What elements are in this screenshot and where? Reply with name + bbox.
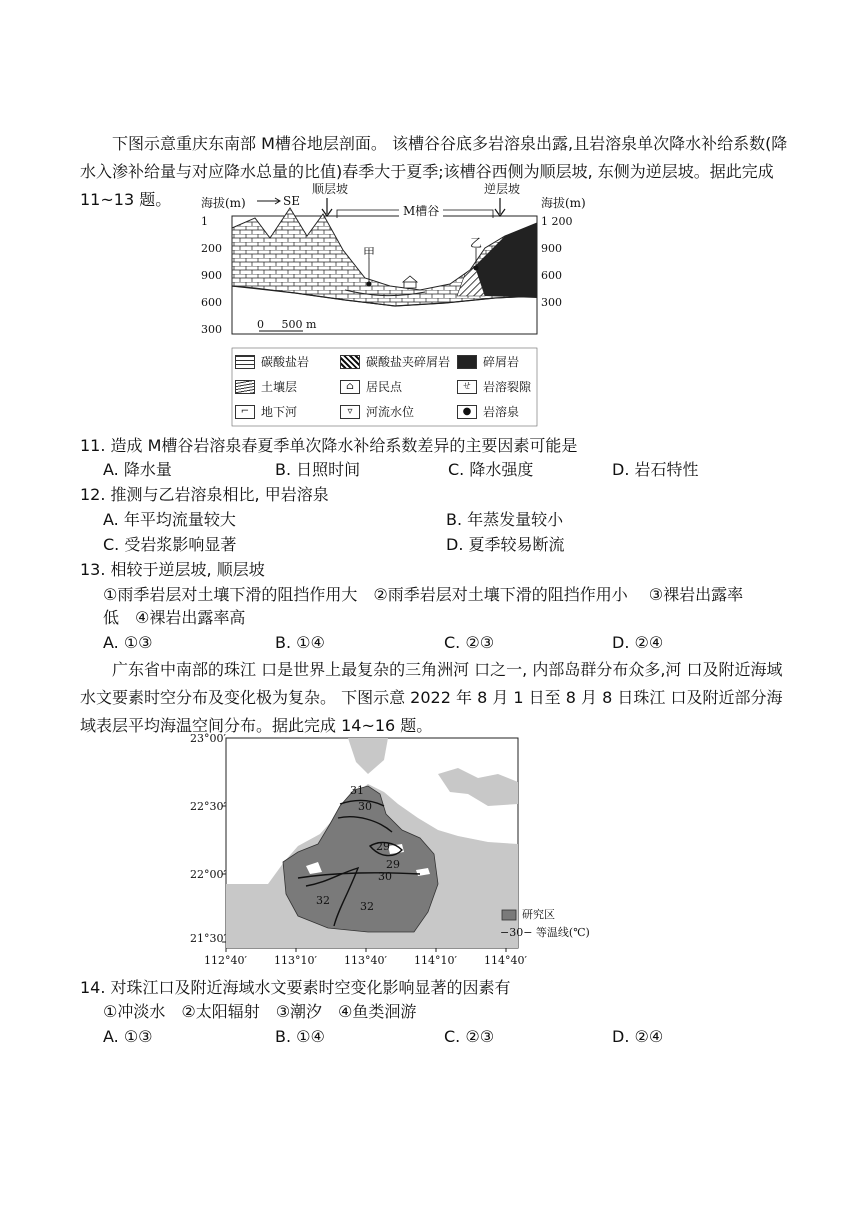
left-tick-labels (201, 208, 231, 343)
q14-choice-line: ①冲淡水 ②太阳辐射 ③潮汐 ④鱼类洄游 (103, 1002, 417, 1021)
legend-swatch (457, 355, 477, 369)
q14-option-b[interactable]: B. ①④ (275, 1027, 325, 1046)
crack-icon: ㄝ (457, 380, 477, 394)
q12-option-d[interactable]: D. 夏季较易断流 (446, 535, 565, 554)
legend-crack (457, 378, 531, 395)
lon-label: 114°40′ (484, 954, 527, 967)
legend-settlement (340, 378, 402, 395)
legend-carbonate (235, 353, 309, 370)
lon-label: 113°10′ (274, 954, 317, 967)
q13-option-a[interactable]: A. ①③ (103, 633, 153, 652)
q14-option-a[interactable]: A. ①③ (103, 1027, 153, 1046)
isotherm-label: 32 (316, 894, 330, 907)
q11-option-b[interactable]: B. 日照时间 (275, 460, 361, 479)
legend-swatch (235, 355, 255, 369)
q14-option-d[interactable]: D. ②④ (612, 1027, 664, 1046)
q13-option-c[interactable]: C. ②③ (444, 633, 495, 652)
direction-label: SE (283, 194, 300, 208)
lat-label: 22°30′ (190, 800, 226, 813)
q13-choice-line-2: 低 ④裸岩出露率高 (103, 608, 246, 627)
q11-option-c[interactable]: C. 降水强度 (448, 460, 534, 479)
isotherm-label: 29 (386, 858, 400, 871)
q12-option-a[interactable]: A. 年平均流量较大 (103, 510, 236, 529)
legend-label: 碎屑岩 (483, 355, 520, 369)
tick-label: 300 (541, 296, 562, 309)
legend-carbonate-clastic (340, 353, 450, 370)
river-icon: ⌐ (235, 405, 255, 419)
legend-label: 地下河 (261, 405, 298, 419)
question-13-stem: 13. 相较于逆层坡, 顺层坡 (80, 560, 265, 579)
passage-1: 下图示意重庆东南部 M槽谷地层剖面。 该槽谷谷底多岩溶泉出露,且岩溶泉单次降水补给系数(降水入渗补给量与对应降水总量的比值)春季大于夏季;该槽谷西侧为顺层坡, 东侧为逆层坡。据此完成 11~13 题。 (80, 134, 788, 209)
legend-label: 岩溶裂隙 (483, 380, 532, 394)
legend-swatch (340, 355, 360, 369)
q11-option-d[interactable]: D. 岩石特性 (612, 460, 699, 479)
legend-water-level (340, 403, 414, 420)
isotherm-label: 30 (378, 870, 392, 883)
slope-left-label: 顺层坡 (312, 182, 349, 196)
isotherm-label: 30 (358, 800, 372, 813)
spring-b-label: 乙 (470, 236, 483, 250)
legend-spring (457, 403, 519, 420)
estuary-map-figure (188, 734, 593, 970)
cross-section-figure (195, 178, 590, 428)
tick-label: 600 (541, 269, 562, 282)
tick-label: 900 (201, 269, 222, 282)
spring-icon: ● (457, 405, 477, 419)
tick-label: 1 200 (541, 215, 573, 228)
q12-option-c[interactable]: C. 受岩浆影响显著 (103, 535, 237, 554)
valley-label: M槽谷 (399, 202, 443, 219)
legend-swatch (235, 380, 255, 394)
right-axis-label: 海拔(m) (541, 196, 586, 210)
right-tick-labels (541, 208, 581, 316)
legend-label: 碳酸盐夹碎屑岩 (366, 355, 451, 369)
legend-label: 碳酸盐岩 (261, 355, 310, 369)
legend-underground-river (235, 403, 297, 420)
isotherm-label: 31 (350, 784, 364, 797)
lat-label: 22°00′ (190, 868, 226, 881)
slope-right-label: 逆层坡 (484, 182, 521, 196)
tick-label: 900 (541, 242, 562, 255)
legend-label: 居民点 (366, 380, 403, 394)
lon-label: 112°40′ (204, 954, 247, 967)
q11-option-a[interactable]: A. 降水量 (103, 460, 172, 479)
lon-label: 114°10′ (414, 954, 457, 967)
q14-option-c[interactable]: C. ②③ (444, 1027, 495, 1046)
q12-option-b[interactable]: B. 年蒸发量较小 (446, 510, 564, 529)
tick-label: 600 (201, 296, 222, 309)
lat-label: 21°30′ (190, 932, 226, 945)
isotherm-label: 32 (360, 900, 374, 913)
passage-2: 广东省中南部的珠江 口是世界上最复杂的三角洲河 口之一, 内部岛群分布众多,河 口及附近海域水文要素时空分布及变化极为复杂。 下图示意 2022 年 8 月 1 日至 8 月 8 日珠江 口及附近部分海域表层平均海温空间分布。据此完成 14~16 题。 (80, 660, 783, 735)
legend-isotherm: −30− 等温线(℃) (500, 926, 590, 939)
legend-clastic (457, 353, 519, 370)
question-14-stem: 14. 对珠江口及附近海域水文要素时空变化影响显著的因素有 (80, 978, 511, 997)
q13-option-d[interactable]: D. ②④ (612, 633, 664, 652)
legend-study-area: 研究区 (522, 908, 555, 921)
lat-label: 23°00′ (190, 732, 226, 745)
q13-choice-line-1: ①雨季岩层对土壤下滑的阻挡作用大 ②雨季岩层对土壤下滑的阻挡作用小 ③裸岩出露率 (103, 585, 744, 604)
legend-label: 土壤层 (261, 380, 298, 394)
water-level-icon: ▿ (340, 405, 360, 419)
tick-label: 1 200 (201, 215, 222, 255)
isotherm-label: 29 (376, 840, 390, 853)
lon-label: 113°40′ (344, 954, 387, 967)
tick-label: 300 (201, 323, 222, 336)
question-12-stem: 12. 推测与乙岩溶泉相比, 甲岩溶泉 (80, 485, 329, 504)
legend-label: 岩溶泉 (483, 405, 520, 419)
legend-soil (235, 378, 297, 395)
house-icon: ⌂ (340, 380, 360, 394)
spring-a-label: 甲 (363, 246, 376, 260)
legend-label: 河流水位 (366, 405, 415, 419)
scale-label: 0 500 m (257, 318, 317, 331)
q13-option-b[interactable]: B. ①④ (275, 633, 325, 652)
question-11-stem: 11. 造成 M槽谷岩溶泉春夏季单次降水补给系数差异的主要因素可能是 (80, 436, 578, 455)
left-axis-label: 海拔(m) (201, 196, 246, 210)
